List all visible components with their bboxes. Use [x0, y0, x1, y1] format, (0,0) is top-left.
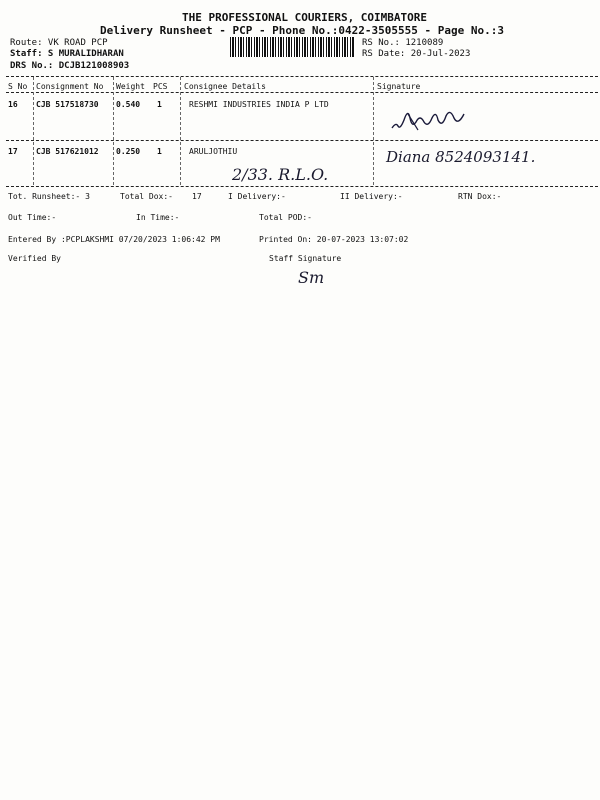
ii-delivery: II Delivery:- — [340, 192, 403, 201]
handwritten-signature: Diana 8524093141. — [386, 148, 536, 166]
rs-date: RS Date: 20-Jul-2023 — [362, 49, 471, 59]
col-header-pcs: PCS — [153, 82, 168, 91]
table-bottom-rule — [6, 186, 598, 187]
row-sno: 16 — [8, 100, 18, 109]
company-name: THE PROFESSIONAL COURIERS, COIMBATORE — [182, 11, 428, 24]
route-label: Route: VK ROAD PCP — [10, 38, 108, 48]
drs-number: DRS No.: DCJB121008903 — [10, 61, 130, 71]
runsheet-subtitle: Delivery Runsheet - PCP - Phone No.:0422-3505555 - Page No.:3 — [100, 24, 504, 37]
row-consignee: ARULJOTHIU — [189, 147, 238, 156]
col-header-consignee: Consignee Details — [184, 82, 266, 91]
col-header-consignment: Consignment No — [36, 82, 104, 91]
out-time: Out Time:- — [8, 213, 57, 222]
in-time: In Time:- — [136, 213, 180, 222]
row-weight: 0.540 — [116, 100, 141, 109]
handwritten-signature — [388, 100, 478, 136]
table-top-rule — [6, 76, 598, 77]
col-header-weight: Weight — [116, 82, 145, 91]
total-pod: Total POD:- — [259, 213, 312, 222]
table-header-rule — [6, 92, 598, 93]
i-delivery: I Delivery:- — [228, 192, 286, 201]
verified-by: Verified By — [8, 254, 61, 263]
row-sno: 17 — [8, 147, 18, 156]
total-runsheet: Tot. Runsheet:- 3 — [8, 192, 90, 201]
staff-signature-mark: Sm — [298, 268, 325, 287]
staff-signature-label: Staff Signature — [269, 254, 342, 263]
row-pcs: 1 — [157, 100, 162, 109]
col-header-sno: S No — [8, 82, 28, 91]
row-consignment-no: CJB 517621012 — [36, 147, 99, 156]
barcode — [230, 37, 355, 57]
row-rule — [6, 140, 598, 141]
rs-number: RS No.: 1210089 — [362, 38, 444, 48]
col-divider — [33, 77, 34, 185]
col-divider — [113, 77, 114, 185]
col-divider — [180, 77, 181, 185]
row-pcs: 1 — [157, 147, 162, 156]
handwritten-address: 2/33. R.L.O. — [232, 165, 329, 184]
col-divider — [373, 77, 374, 185]
col-header-signature: Signature — [377, 82, 421, 91]
row-consignment-no: CJB 517518730 — [36, 100, 99, 109]
rtn-dox: RTN Dox:- — [458, 192, 502, 201]
printed-on: Printed On: 20-07-2023 13:07:02 — [259, 235, 409, 244]
staff-label: Staff: S MURALIDHARAN — [10, 49, 124, 59]
total-dox-label: Total Dox:- — [120, 192, 173, 201]
entered-by: Entered By :PCPLAKSHMI 07/20/2023 1:06:42 PM — [8, 235, 220, 244]
total-dox-value: 17 — [192, 192, 202, 201]
row-weight: 0.250 — [116, 147, 141, 156]
row-consignee: RESHMI INDUSTRIES INDIA P LTD — [189, 100, 329, 109]
